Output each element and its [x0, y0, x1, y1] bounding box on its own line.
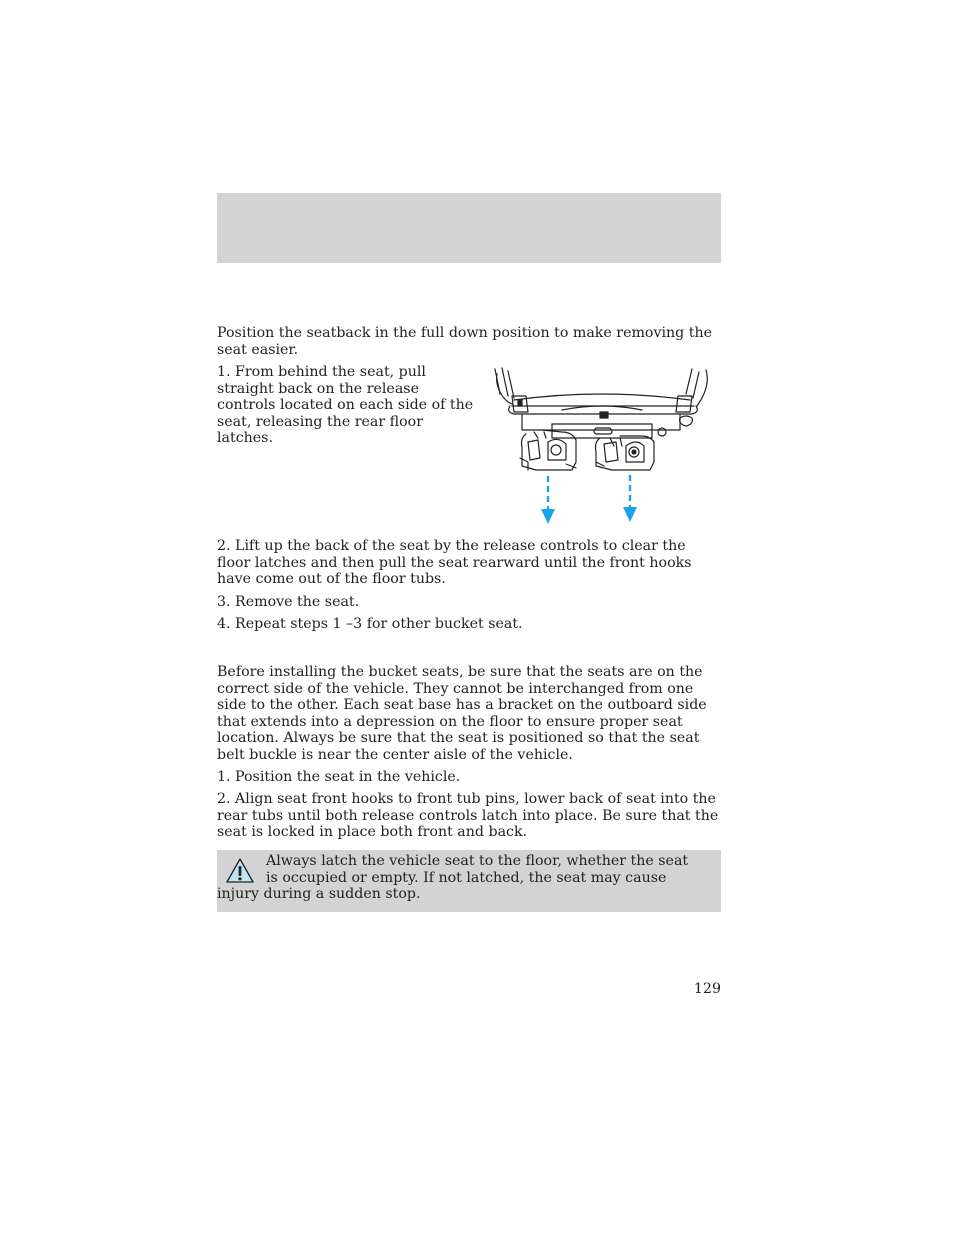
seat-release-illustration [492, 366, 714, 528]
install-paragraph: Before installing the bucket seats, be sure that the seats are on the correct side of the vehicle. They cannot be interchanged from one side to the other. Each seat base has a bracket on the outboard side that extends into a depression on the floor to ensure proper seat location. Always be sure that the seat is positioned so that the seat belt buckle is near the center aisle of the vehicle. [217, 664, 707, 763]
remove-step-4: 4. Repeat steps 1 –3 for other bucket seat. [217, 616, 523, 632]
warning-box [217, 850, 721, 912]
header-band [217, 193, 721, 263]
remove-step-2: 2. Lift up the back of the seat by the release controls to clear the floor latches and then pull the seat rearward until the front hooks have come out of the floor tubs. [217, 538, 692, 588]
warning-text [217, 853, 697, 903]
install-step-1: 1. Position the seat in the vehicle. [217, 769, 461, 785]
warning-text-content: Always latch the vehicle seat to the floor, whether the seat is occupied or empty. If not latched, the seat may cause injury during a sudden stop. [217, 853, 689, 903]
remove-step-1: 1. From behind the seat, pull straight back on the release controls located on each side of the seat, releasing the rear floor latches. [217, 364, 474, 447]
intro-paragraph: Position the seatback in the full down position to make removing the seat easier. [217, 325, 712, 358]
remove-step-3: 3. Remove the seat. [217, 594, 360, 610]
install-step-2: 2. Align seat front hooks to front tub pins, lower back of seat into the rear tubs until both release controls latch into place. Be sure that the seat is locked in place both front and back. [217, 791, 719, 841]
page-number: 129 [693, 981, 721, 997]
